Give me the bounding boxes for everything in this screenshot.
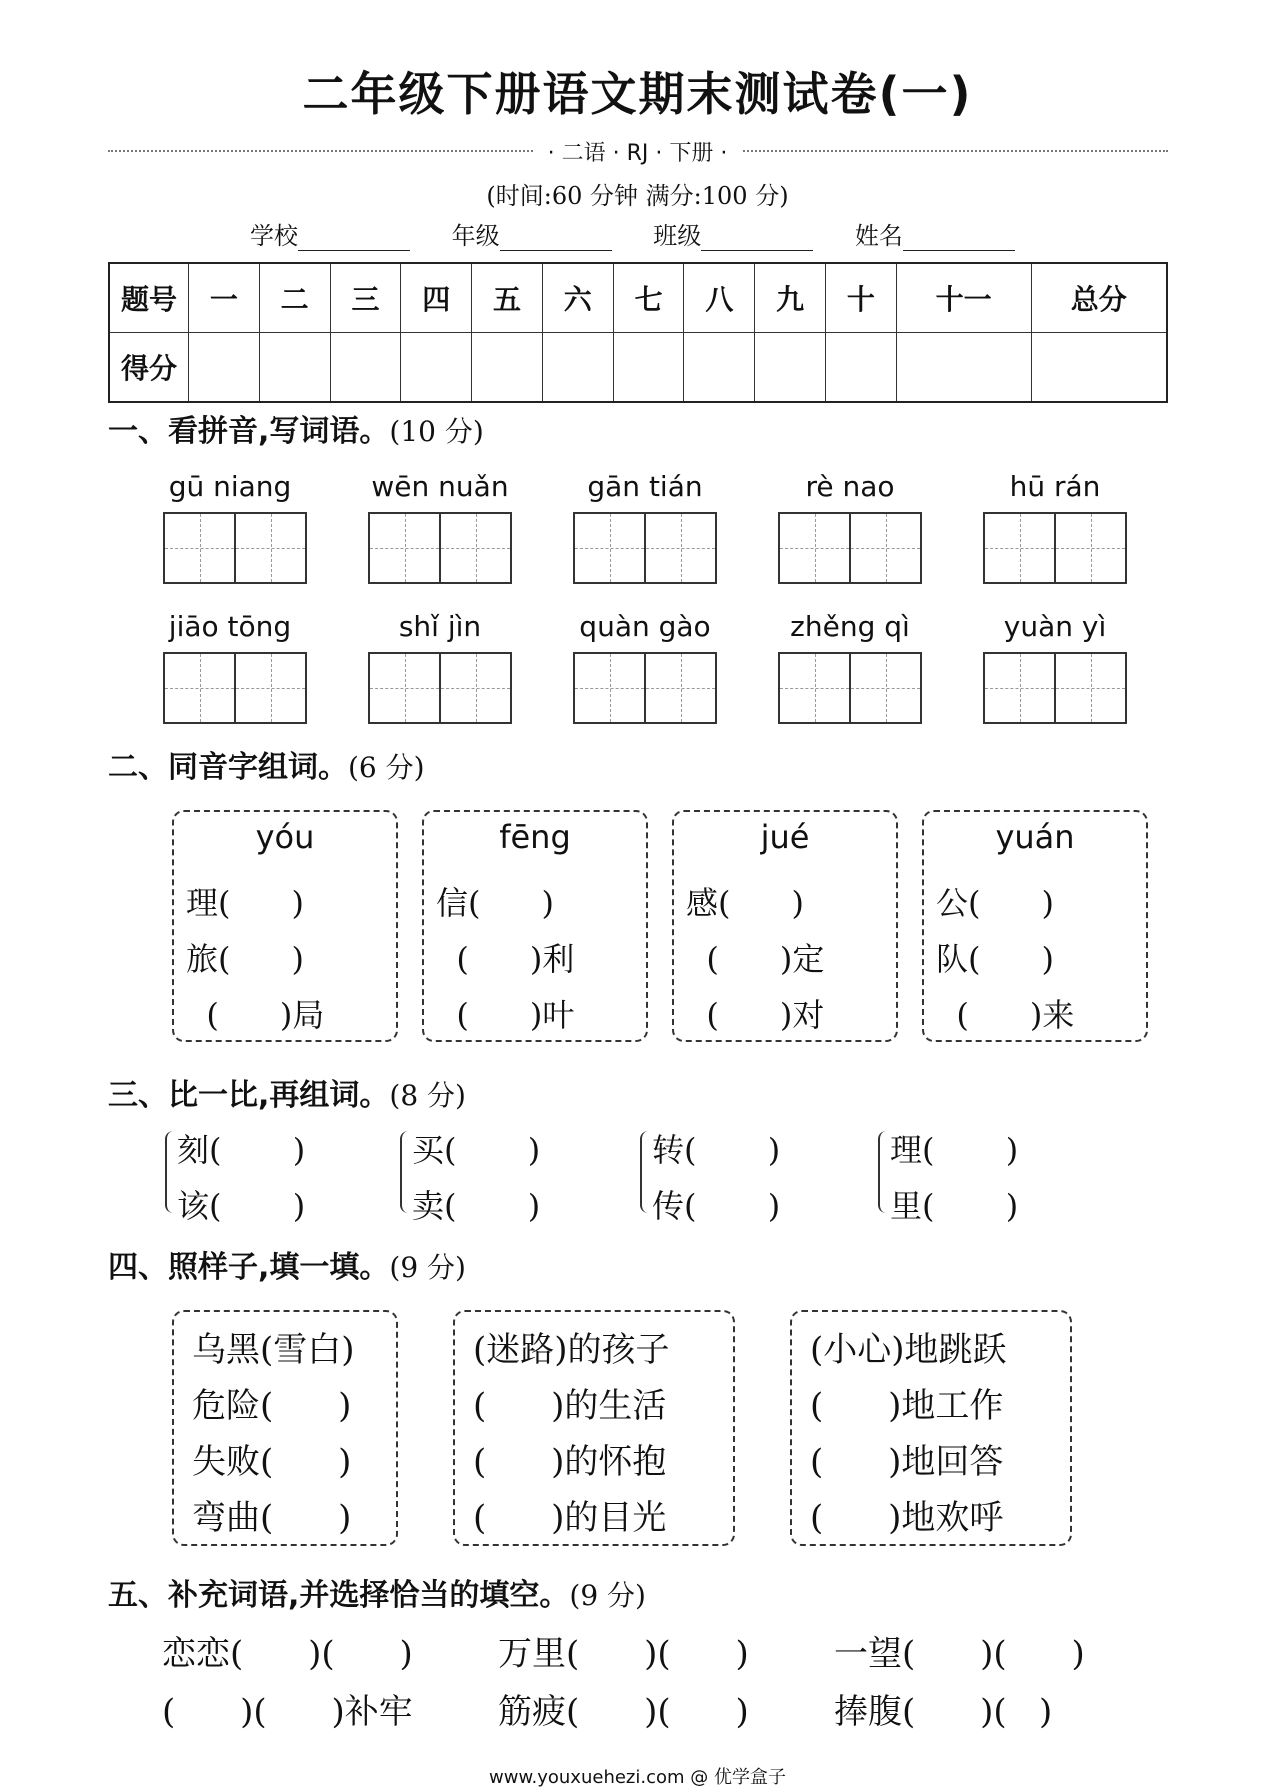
pinyin-label: gū niang <box>168 470 292 503</box>
class-field[interactable]: 班级 <box>653 216 813 251</box>
fill-line[interactable]: ( )的怀抱 <box>473 1442 667 1482</box>
score-cell[interactable] <box>613 333 684 403</box>
fill-example: (小心)地跳跃 <box>810 1330 1007 1370</box>
section-3-title: 三、比一比,再组词。(8 分) <box>108 1078 466 1113</box>
score-cell[interactable] <box>826 333 897 403</box>
score-cell[interactable] <box>189 333 260 403</box>
grade-field[interactable]: 年级 <box>452 216 612 251</box>
fill-line[interactable]: ( )地欢呼 <box>810 1498 1004 1538</box>
homophone-line[interactable]: ( )来 <box>936 996 1075 1034</box>
writing-grid[interactable] <box>368 652 512 724</box>
page-title: 二年级下册语文期末测试卷(一) <box>302 67 973 121</box>
homophone-box <box>422 810 648 1042</box>
fill-line[interactable]: ( )的生活 <box>473 1386 667 1426</box>
fill-line[interactable]: 失败( ) <box>192 1442 352 1482</box>
homophone-pinyin: jué <box>760 818 810 856</box>
fill-example: 乌黑(雪白) <box>192 1330 355 1370</box>
homophone-line[interactable]: 感( ) <box>686 884 805 922</box>
school-field[interactable]: 学校 <box>250 216 410 251</box>
fill-line[interactable]: ( )地工作 <box>810 1386 1004 1426</box>
section-1-title: 一、看拼音,写词语。(10 分) <box>108 414 484 449</box>
homophone-line[interactable]: 公( ) <box>936 884 1055 922</box>
fill-box <box>172 1310 398 1546</box>
header-cell: 二 <box>259 263 330 333</box>
header-cell: 三 <box>330 263 401 333</box>
idiom-fill[interactable]: 筋疲( )( ) <box>498 1692 749 1732</box>
score-cell[interactable] <box>755 333 826 403</box>
writing-grid[interactable] <box>983 652 1127 724</box>
homophone-line[interactable]: ( )叶 <box>436 996 575 1034</box>
homophone-line[interactable]: ( )对 <box>686 996 825 1034</box>
score-table <box>108 262 1168 403</box>
homophone-line[interactable]: 旅( ) <box>186 940 305 978</box>
compare-line[interactable]: 里( ) <box>890 1187 1019 1225</box>
header-cell: 九 <box>755 263 826 333</box>
section-2-title: 二、同音字组词。(6 分) <box>108 750 425 785</box>
writing-grid[interactable] <box>163 512 307 584</box>
score-cell[interactable] <box>1031 333 1167 403</box>
pinyin-label: hū rán <box>1009 470 1101 503</box>
header-cell: 四 <box>401 263 472 333</box>
writing-grid[interactable] <box>983 512 1127 584</box>
pinyin-label: rè nao <box>805 470 895 503</box>
writing-grid[interactable] <box>778 512 922 584</box>
section-4-title: 四、照样子,填一填。(9 分) <box>108 1250 466 1285</box>
score-table-row <box>109 333 1167 403</box>
header-cell: 十 <box>826 263 897 333</box>
time-info: (时间:60 分钟 满分:100 分) <box>486 182 789 210</box>
compare-line[interactable]: 刻( ) <box>177 1131 306 1169</box>
score-cell[interactable] <box>330 333 401 403</box>
fill-line[interactable]: ( )的目光 <box>473 1498 667 1538</box>
subtitle: · 二语 · RJ · 下册 · <box>0 136 1275 167</box>
brace-icon <box>400 1131 412 1213</box>
compare-line[interactable]: 卖( ) <box>412 1187 541 1225</box>
score-cell[interactable] <box>896 333 1031 403</box>
compare-group <box>400 1125 620 1225</box>
fill-example: (迷路)的孩子 <box>473 1330 670 1370</box>
homophone-pinyin: fēng <box>499 818 571 856</box>
score-cell[interactable] <box>401 333 472 403</box>
writing-grid[interactable] <box>778 652 922 724</box>
homophone-pinyin: yóu <box>255 818 315 856</box>
homophone-line[interactable]: ( )局 <box>186 996 325 1034</box>
footer-watermark: www.youxuehezi.com @ 优学盒子 <box>489 1767 786 1788</box>
pinyin-label: quàn gào <box>579 610 711 643</box>
header-cell: 十一 <box>896 263 1031 333</box>
score-cell[interactable] <box>472 333 543 403</box>
header-cell: 六 <box>542 263 613 333</box>
brace-icon <box>640 1131 652 1213</box>
homophone-box <box>672 810 898 1042</box>
idiom-fill[interactable]: 恋恋( )( ) <box>162 1634 413 1674</box>
row-label: 得分 <box>109 333 189 403</box>
homophone-pinyin: yuán <box>995 818 1075 856</box>
fill-line[interactable]: ( )地回答 <box>810 1442 1004 1482</box>
homophone-box <box>922 810 1148 1042</box>
compare-group <box>165 1125 385 1225</box>
pinyin-label: gān tián <box>587 470 703 503</box>
compare-group <box>640 1125 860 1225</box>
pinyin-label: shǐ jìn <box>398 610 482 643</box>
compare-line[interactable]: 转( ) <box>652 1131 781 1169</box>
writing-grid[interactable] <box>573 652 717 724</box>
homophone-box <box>172 810 398 1042</box>
student-info-fields <box>250 216 1049 251</box>
score-cell[interactable] <box>542 333 613 403</box>
writing-grid[interactable] <box>573 512 717 584</box>
compare-line[interactable]: 该( ) <box>177 1187 306 1225</box>
idiom-fill[interactable]: 一望( )( ) <box>834 1634 1085 1674</box>
pinyin-label: yuàn yì <box>1003 610 1107 643</box>
homophone-line[interactable]: 信( ) <box>436 884 555 922</box>
header-cell: 五 <box>472 263 543 333</box>
compare-line[interactable]: 理( ) <box>890 1131 1019 1169</box>
idiom-fill[interactable]: 捧腹( )( ) <box>834 1692 1053 1732</box>
fill-line[interactable]: 弯曲( ) <box>192 1498 352 1538</box>
score-table-header <box>109 263 1167 333</box>
homophone-line[interactable]: 队( ) <box>936 940 1055 978</box>
compare-line[interactable]: 传( ) <box>652 1187 781 1225</box>
compare-line[interactable]: 买( ) <box>412 1131 541 1169</box>
fill-box <box>453 1310 735 1546</box>
fill-box <box>790 1310 1072 1546</box>
header-cell: 总分 <box>1031 263 1167 333</box>
header-cell: 八 <box>684 263 755 333</box>
fill-line[interactable]: 危险( ) <box>192 1386 352 1426</box>
pinyin-label: zhěng qì <box>790 610 910 643</box>
writing-grid[interactable] <box>163 652 307 724</box>
pinyin-label: jiāo tōng <box>168 610 292 643</box>
homophone-line[interactable]: ( )定 <box>686 940 825 978</box>
brace-icon <box>878 1131 890 1213</box>
name-field[interactable]: 姓名 <box>855 216 1015 251</box>
header-cell: 题号 <box>109 263 189 333</box>
idiom-fill[interactable]: ( )( )补牢 <box>162 1692 413 1732</box>
header-cell: 一 <box>189 263 260 333</box>
section-5-title: 五、补充词语,并选择恰当的填空。(9 分) <box>108 1578 646 1613</box>
header-cell: 七 <box>613 263 684 333</box>
brace-icon <box>165 1131 177 1213</box>
score-cell[interactable] <box>259 333 330 403</box>
pinyin-label: wēn nuǎn <box>371 470 509 503</box>
homophone-line[interactable]: 理( ) <box>186 884 305 922</box>
writing-grid[interactable] <box>368 512 512 584</box>
idiom-fill[interactable]: 万里( )( ) <box>498 1634 749 1674</box>
compare-group <box>878 1125 1098 1225</box>
score-cell[interactable] <box>684 333 755 403</box>
homophone-line[interactable]: ( )利 <box>436 940 575 978</box>
